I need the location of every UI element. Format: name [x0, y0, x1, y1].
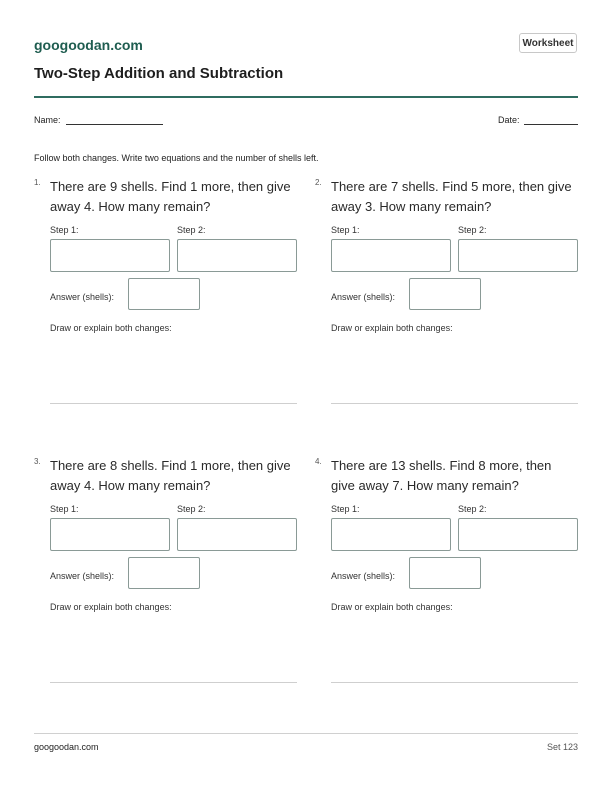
page-title: Two-Step Addition and Subtraction [34, 65, 284, 82]
answer-label: Answer (shells): [50, 571, 115, 581]
step1-input[interactable] [331, 239, 451, 272]
step1-input[interactable] [50, 239, 170, 272]
step2-input[interactable] [458, 518, 578, 551]
date-label: Date: [498, 115, 520, 125]
footer-site: googoodan.com [34, 742, 99, 752]
draw-label: Draw or explain both changes: [331, 323, 453, 333]
problem-number: 3. [34, 457, 41, 466]
problem-number: 1. [34, 178, 41, 187]
answer-label: Answer (shells): [331, 571, 396, 581]
answer-label: Answer (shells): [331, 292, 396, 302]
instructions: Follow both changes. Write two equations and the number of shells left. [34, 153, 319, 163]
problem-3 [34, 456, 297, 696]
draw-label: Draw or explain both changes: [331, 602, 453, 612]
step2-input[interactable] [177, 518, 297, 551]
draw-label: Draw or explain both changes: [50, 323, 172, 333]
brand-logo-text: googoodan.com [34, 37, 143, 53]
step2-label: Step 2: [177, 225, 206, 235]
answer-input[interactable] [409, 557, 481, 589]
draw-label: Draw or explain both changes: [50, 602, 172, 612]
name-label: Name: [34, 115, 61, 125]
problem-number: 4. [315, 457, 322, 466]
date-field[interactable] [524, 124, 578, 125]
draw-area-line [331, 682, 578, 683]
answer-input[interactable] [409, 278, 481, 310]
answer-label: Answer (shells): [50, 292, 115, 302]
answer-input[interactable] [128, 557, 200, 589]
step2-label: Step 2: [177, 504, 206, 514]
draw-area-line [331, 403, 578, 404]
header-divider [34, 96, 578, 98]
problem-2 [315, 177, 578, 417]
step1-input[interactable] [331, 518, 451, 551]
name-field[interactable] [66, 124, 163, 125]
problem-text: There are 7 shells. Find 5 more, then give away 3. How many remain? [331, 179, 572, 214]
problem-1 [34, 177, 297, 417]
draw-area-line [50, 682, 297, 683]
problem-text: There are 8 shells. Find 1 more, then give away 4. How many remain? [50, 458, 291, 493]
problem-number: 2. [315, 178, 322, 187]
problem-4 [315, 456, 578, 696]
step2-label: Step 2: [458, 504, 487, 514]
worksheet-badge: Worksheet [519, 33, 577, 53]
step2-input[interactable] [458, 239, 578, 272]
problem-text: There are 13 shells. Find 8 more, then give away 7. How many remain? [331, 458, 552, 493]
problem-text: There are 9 shells. Find 1 more, then give away 4. How many remain? [50, 179, 291, 214]
step1-input[interactable] [50, 518, 170, 551]
step2-label: Step 2: [458, 225, 487, 235]
footer-divider [34, 733, 578, 734]
draw-area-line [50, 403, 297, 404]
step1-label: Step 1: [50, 225, 79, 235]
step1-label: Step 1: [331, 225, 360, 235]
step1-label: Step 1: [50, 504, 79, 514]
step2-input[interactable] [177, 239, 297, 272]
answer-input[interactable] [128, 278, 200, 310]
step1-label: Step 1: [331, 504, 360, 514]
footer-set-number: Set 123 [546, 742, 578, 752]
